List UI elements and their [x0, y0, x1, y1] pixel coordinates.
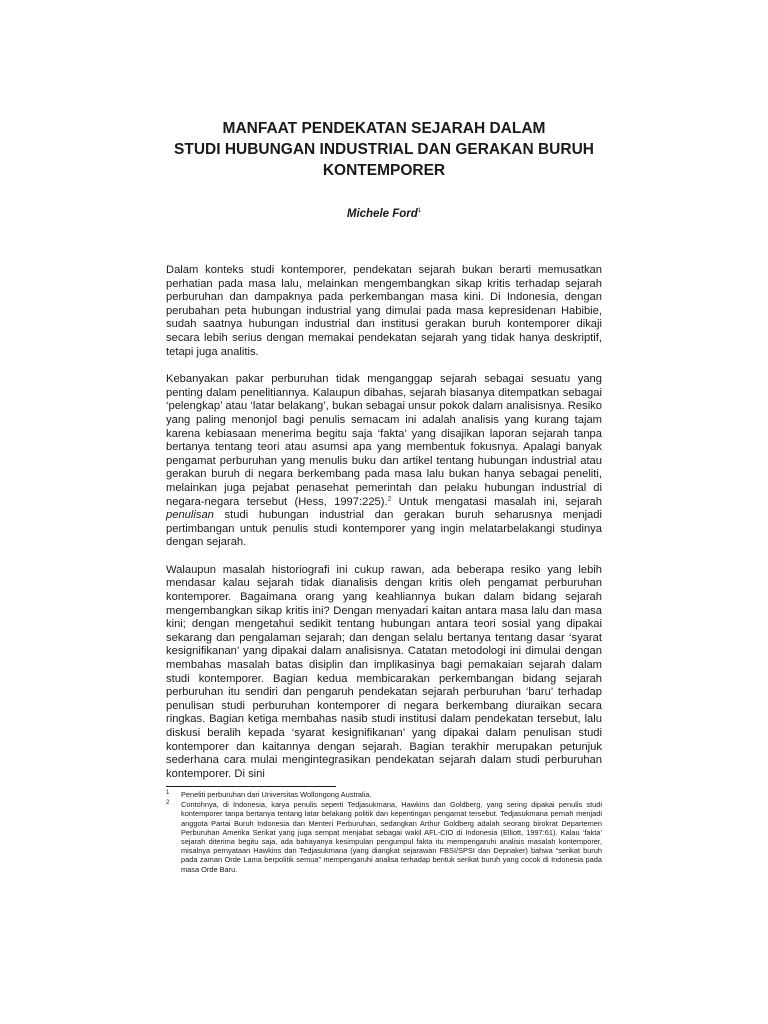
footnote-text: Contohnya, di Indonesia, karya penulis seperti Tedjasukmana, Hawkins dan Goldberg, yang sering dipakai penulis studi kontemporer tanpa bertanya tentang latar belakang politik dan kepentingan pengamat tersebut. Tedjasukmana pernah menjadi anggota Partai Buruh Indonesia dan Menteri Perburuhan, sedangkan Arthur Goldberg adalah seorang birokrat Departemen Perburuhan Amerika Serikat yang juga sempat menjabat sebagai wakil AFL-CIO di Indonesia (Elliott, 1997:61). Kalau ‘fakta’ sejarah diterima begitu saja, ada bahayanya kesimpulan pengumpul fakta itu mempengaruhi analisis masalah kontemporer, misalnya pernyataan Hawkins dan Tedjasukmana (yang diangkat sejarawan FBSI/SPSI dan Depnaker) bahwa “serikat buruh pada zaman Orde Lama berpolitik semua” mempengaruhi analisa terhadap bentuk serikat buruh yang cocok di Indonesia pada masa Orde Baru. [181, 800, 602, 874]
title-line: KONTEMPORER [322, 162, 446, 179]
footnote-number: 2 [166, 800, 170, 807]
paragraph-2-text-cont: Untuk mengatasi masalah ini, sejarah [391, 495, 602, 508]
footnote-1 [166, 790, 602, 799]
paragraph-1: Dalam konteks studi kontemporer, pendekatan sejarah bukan berarti memusatkan perhatian pada masa lalu, melainkan mengembangkan sikap kritis terhadap sejarah perburuhan dan dampaknya pada perkembangan masa kini. Di Indonesia, dengan perubahan peta hubungan industrial yang dimulai pada masa kepresidenan Habibie, sudah saatnya hubungan industrial dan institusi gerakan buruh kontemporer dikaji secara lebih serius dengan memakai pendekatan sejarah yang tidak hanya deskriptif, tetapi juga analitis. [166, 264, 602, 358]
title-line: MANFAAT PENDEKATAN SEJARAH DALAM [222, 120, 546, 137]
author-line [120, 208, 648, 220]
document-body [166, 264, 602, 795]
footnote-2 [166, 800, 602, 874]
author-name: Michele Ford [346, 208, 418, 220]
paragraph-3: Walaupun masalah historiografi ini cukup rawan, ada beberapa resiko yang lebih mendasar kalau sejarah tidak dianalisis dengan kritis oleh pengamat perburuhan kontemporer. Bagaimana orang yang keahliannya bukan dalam bidang sejarah mengembangkan sikap kritis ini? Dengan menyadari kaitan antara masa lalu dan masa kini; dengan mengetahui sedikit tentang hubungan antara teori sosial yang dipakai sekarang dan pengalaman sejarah; dan dengan selalu bertanya tentang dasar ‘syarat kesignifikanan’ yang dipakai dalam analisisnya. Catatan metodologi ini dimulai dengan membahas masalah batas disiplin dan implikasinya bagi pemakaian sejarah dalam studi kontemporer. Bagian kedua membicarakan perkembangan bidang sejarah perburuhan itu sendiri dan pengaruh pendekatan sejarah perburuhan ‘baru’ terhadap penulisan studi perburuhan kontemporer di negara berkembang diuraikan secara ringkas. Bagian ketiga membahas nasib studi institusi dalam pendekatan tersebut, lalu diskusi beralih kepada ‘syarat kesignifikanan’ yang dipakai dalam penulisan studi kontemporer dan kaitannya dengan sejarah. Bagian terakhir merupakan petunjuk sederhana cara mulai mengintegrasikan pendekatan sejarah dalam studi perburuhan kontemporer. Di sini [166, 563, 602, 780]
footnote-number: 1 [166, 790, 170, 796]
document-title [120, 118, 648, 181]
title-line: STUDI HUBUNGAN INDUSTRIAL DAN GERAKAN BURUH [174, 141, 594, 158]
footnote-marker-2: 2 [387, 494, 392, 502]
footnote-text: Peneliti perburuhan dari Universitas Wollongong Australia. [181, 790, 372, 799]
paragraph-2 [166, 373, 602, 550]
footnotes [166, 790, 602, 875]
footnote-separator [166, 786, 336, 787]
author-footnote-marker: 1 [417, 208, 422, 215]
paragraph-2-text-end: studi hubungan industrial dan gerakan buruh seharusnya menjadi pertimbangan untuk penulis studi kontemporer yang ingin melatarbelakangi studinya dengan sejarah. [166, 509, 602, 549]
paragraph-2-italic-term: penulisan [166, 509, 214, 522]
paragraph-2-text: Kebanyakan pakar perburuhan tidak menganggap sejarah sebagai sesuatu yang penting dalam penelitiannya. Kalaupun dibahas, sejarah biasanya ditempatkan sebagai ‘pelengkap’ atau ‘latar belakang’, bukan sebagai unsur pokok dalam analisisnya. Resiko yang paling menonjol bagi penulis semacam ini adalah analisis yang kurang tajam karena kebiasaan menerima begitu saja ‘fakta’ yang disajikan laporan sejarah tanpa bertanya tentang teori atau asumsi apa yang membentuk fokusnya. Apalagi banyak pengamat perburuhan yang menulis buku dan artikel tentang hubungan industrial atau gerakan buruh di negara berkembang pada masa lalu bukan hanya sebagai peneliti, melainkan juga pejabat penasehat pemerintah dan pelaku hubungan industrial di negara-negara tersebut (Hess, 1997:225). [166, 373, 602, 508]
